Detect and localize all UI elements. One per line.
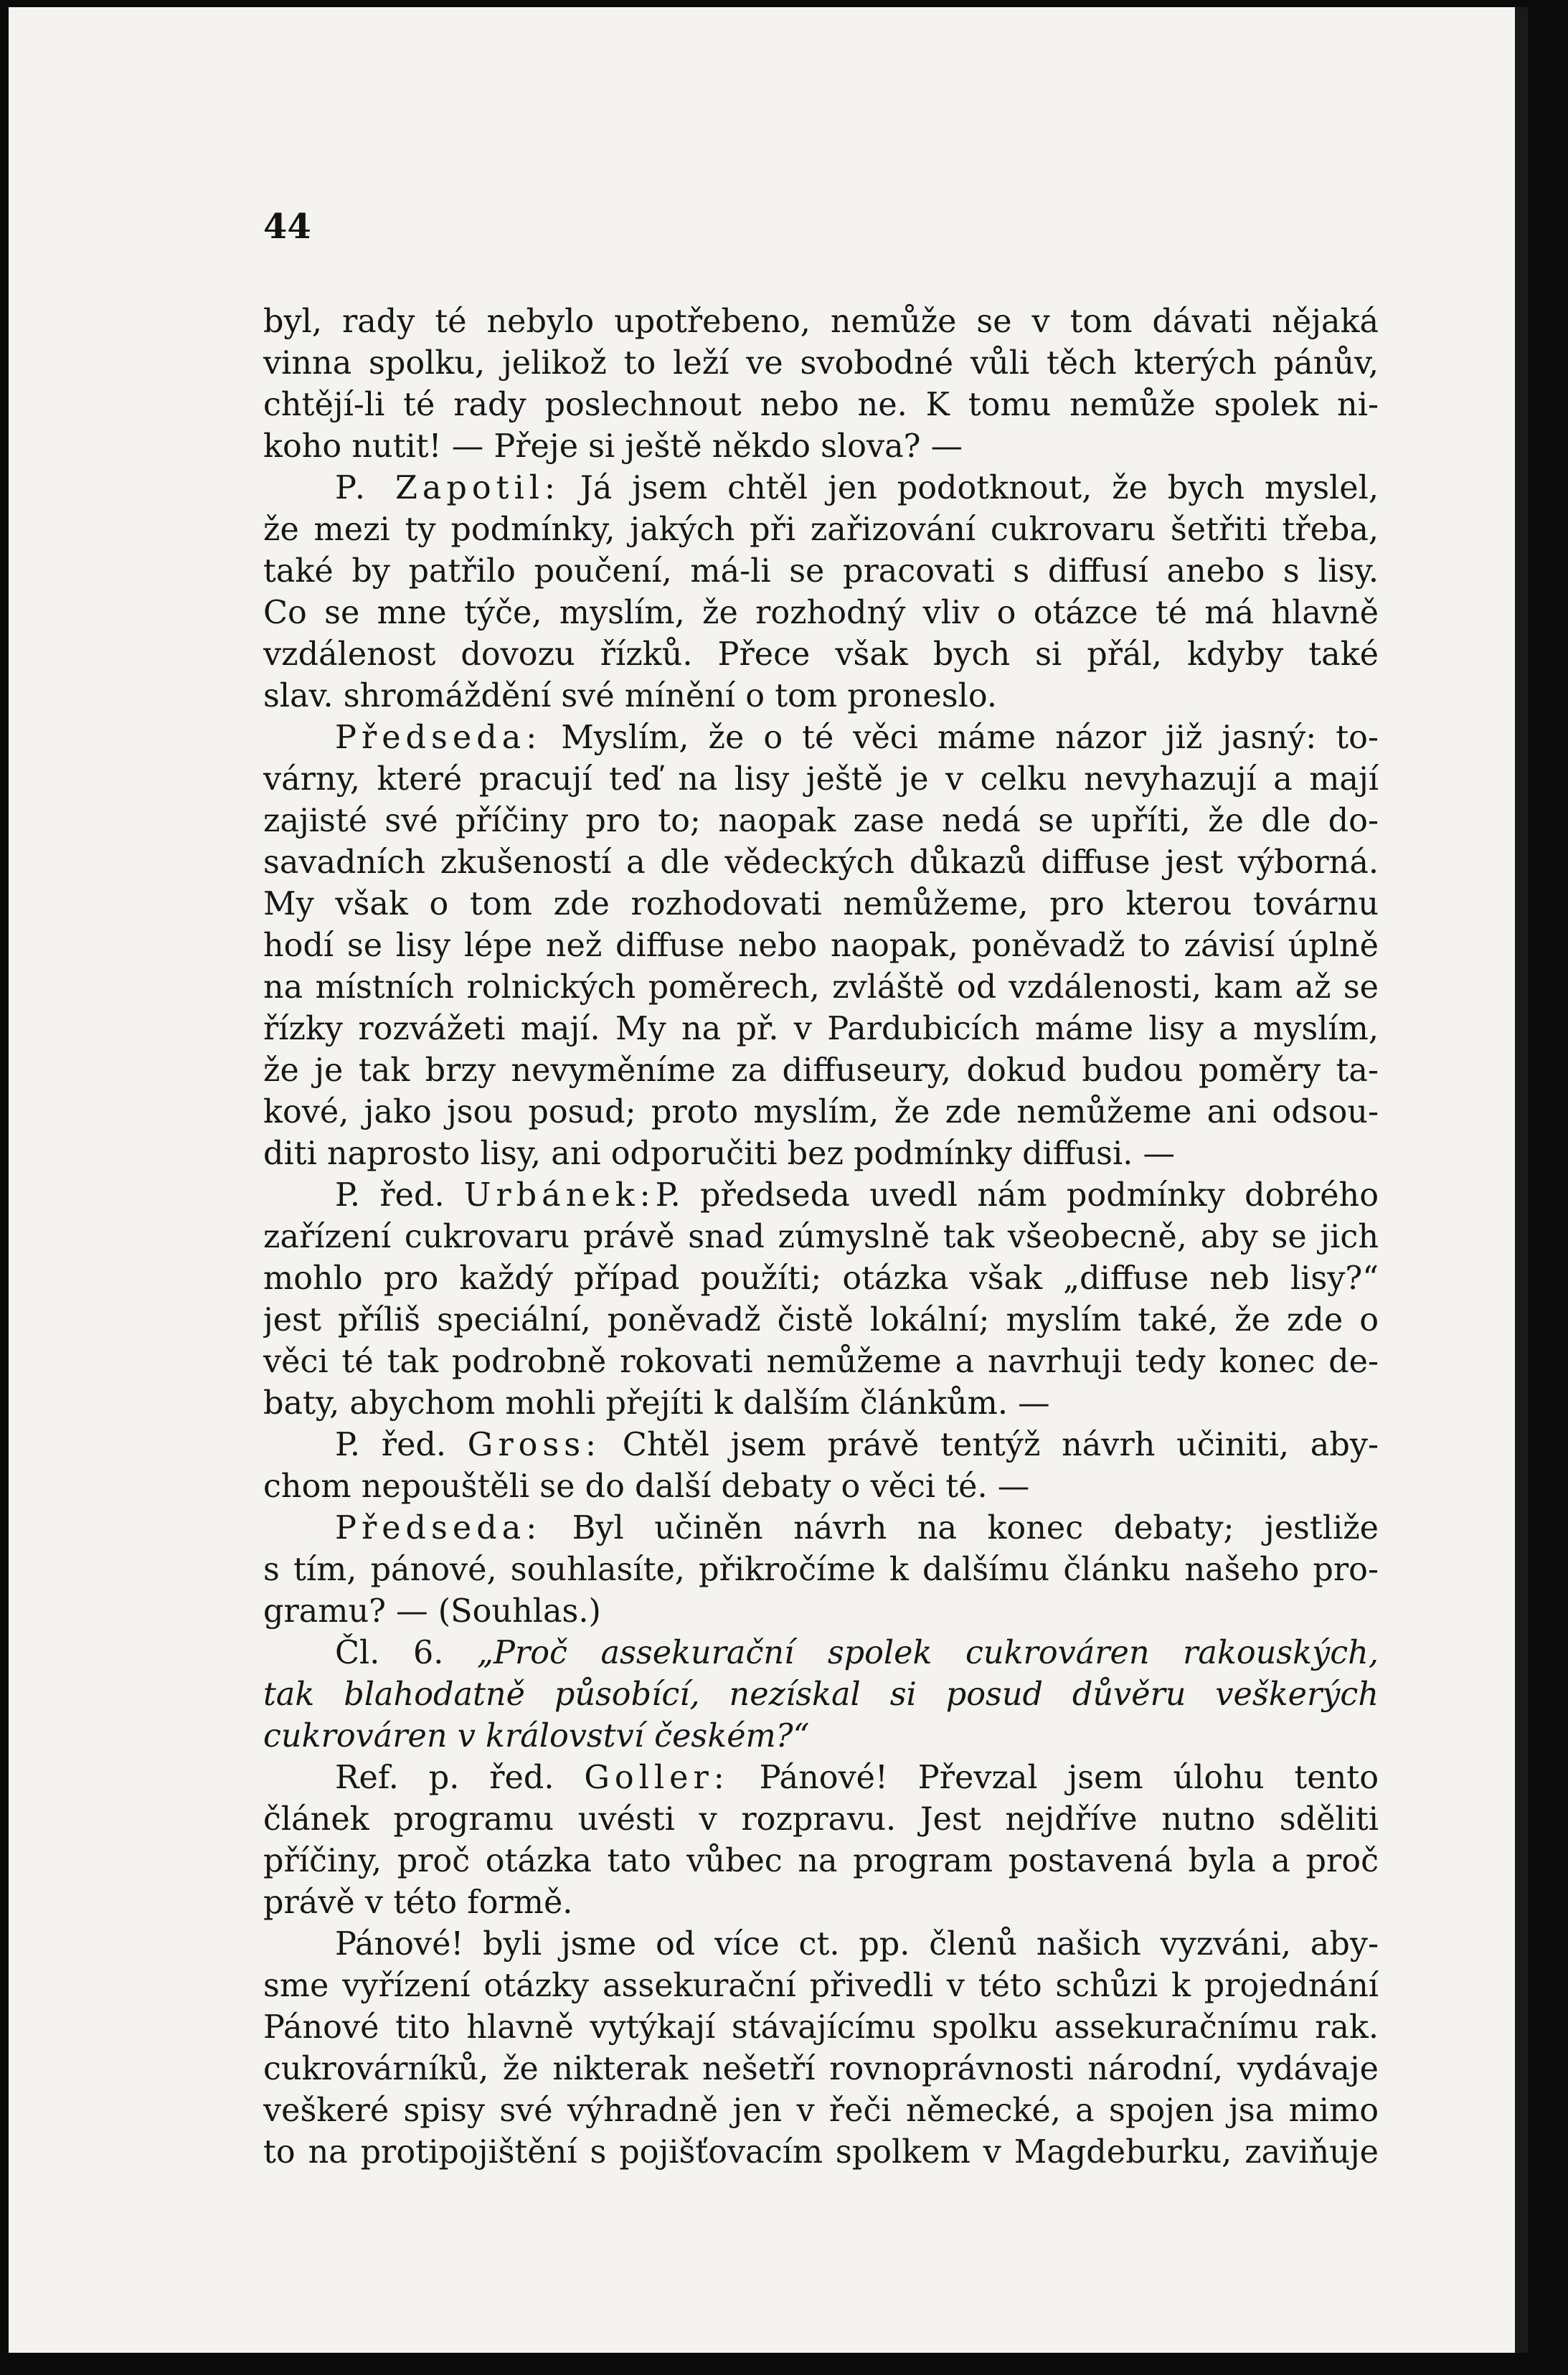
line-text: zajisté své příčiny pro to; naopak zase nedá se upříti, že dle do- — [263, 803, 1379, 839]
page-number: 44 — [263, 207, 311, 247]
text-line — [263, 551, 1379, 592]
text-line — [263, 1050, 1379, 1092]
text-line — [263, 1633, 1379, 1674]
line-text: Chtěl jsem právě tentýž návrh učiniti, aby- — [601, 1427, 1379, 1463]
line-text: že je tak brzy nevyměníme za diffuseury, dokud budou poměry ta- — [263, 1052, 1379, 1089]
line-text: P. řed. — [335, 1177, 464, 1214]
line-text: že mezi ty podmínky, jakých při zařizování cukrovaru šetřiti třeba, — [263, 511, 1379, 548]
text-line — [263, 1965, 1379, 2007]
line-text: Co se mne týče, myslím, že rozhodný vliv o otázce té má hlavně — [263, 595, 1379, 631]
line-text: Myslím, že o té věci máme názor již jasný: to- — [542, 719, 1379, 756]
line-text: Byl učiněn návrh na konec debaty; jestliže — [542, 1510, 1379, 1547]
text-line — [263, 1716, 1379, 1757]
line-text: Čl. 6. — [335, 1635, 477, 1671]
line-text: gramu? — (Souhlas.) — [263, 1593, 601, 1630]
line-text: Pánové! byli jsme od více ct. pp. členů našich vyzváni, aby- — [335, 1926, 1379, 1963]
speaker-name: Gross: — [467, 1427, 602, 1463]
line-text: Ref. p. řed. — [335, 1760, 585, 1796]
line-text: to na protipojištění s pojišťovacím spolkem v Magdeburku, zaviňuje — [263, 2134, 1379, 2171]
text-line — [263, 717, 1379, 759]
text-line — [263, 842, 1379, 884]
scan-edge — [1515, 7, 1528, 2353]
text-line — [263, 1425, 1379, 1466]
text-line — [263, 1591, 1379, 1633]
text-line — [263, 676, 1379, 717]
text-line — [263, 1383, 1379, 1425]
line-text: kové, jako jsou posud; proto myslím, že zde nemůžeme ani odsou- — [263, 1094, 1379, 1130]
text-line — [263, 384, 1379, 426]
line-text: slav. shromáždění své mínění o tom proneslo. — [263, 678, 997, 714]
book-page — [9, 7, 1528, 2353]
body-text — [263, 301, 1379, 2173]
text-line — [263, 1466, 1379, 1508]
text-line — [263, 301, 1379, 343]
line-text: příčiny, proč otázka tato vůbec na program postavená byla a proč — [263, 1843, 1379, 1879]
line-text: hodí se lisy lépe než diffuse nebo naopak, poněvadž to závisí úplně — [263, 927, 1379, 964]
text-line — [263, 1841, 1379, 1882]
speaker-name: Předseda: — [335, 1510, 542, 1547]
text-line — [263, 2132, 1379, 2173]
line-text: cukrovárníků, že nikterak nešetří rovnoprávnosti národní, vydávaje — [263, 2051, 1379, 2087]
text-line — [263, 1092, 1379, 1133]
text-line — [263, 1217, 1379, 1258]
line-text: Pánové tito hlavně vytýkají stávajícímu spolku assekuračnímu rak. — [263, 2009, 1379, 2046]
italic-text: „Proč assekurační spolek cukrováren rakouských, — [476, 1635, 1379, 1671]
speaker-name: Předseda: — [335, 719, 542, 756]
speaker-name: P. Zapotil: — [335, 470, 561, 506]
line-text: také by patřilo poučení, má-li se pracovati s diffusí anebo s lisy. — [263, 553, 1379, 590]
line-text: veškeré spisy své výhradně jen v řeči německé, a spojen jsa mimo — [263, 2092, 1379, 2129]
text-line — [263, 925, 1379, 967]
text-line — [263, 1799, 1379, 1841]
line-text: byl, rady té nebylo upotřebeno, nemůže se v tom dávati nějaká — [263, 303, 1379, 340]
text-line — [263, 1674, 1379, 1716]
line-text: P. řed. — [335, 1427, 468, 1463]
line-text: řízky rozvážeti mají. My na př. v Pardubicích máme lisy a myslím, — [263, 1011, 1379, 1047]
line-text: Pánové! Převzal jsem úlohu tento — [729, 1760, 1379, 1796]
line-text: koho nutit! — Přeje si ještě někdo slova? — — [263, 428, 963, 465]
text-line — [263, 343, 1379, 384]
text-line — [263, 1757, 1379, 1799]
text-line — [263, 1133, 1379, 1175]
text-line — [263, 1924, 1379, 1965]
speaker-name: Goller: — [584, 1760, 729, 1796]
line-text: várny, které pracují teď na lisy ještě je v celku nevyhazují a mají — [263, 761, 1379, 798]
text-line — [263, 592, 1379, 634]
text-line — [263, 1549, 1379, 1591]
line-text: sme vyřízení otázky assekurační přivedli v této schůzi k projednání — [263, 1968, 1379, 2004]
line-text: článek programu uvésti v rozpravu. Jest nejdříve nutno sděliti — [263, 1801, 1379, 1838]
text-line — [263, 967, 1379, 1009]
line-text: chtějí-li té rady poslechnout nebo ne. K tomu nemůže spolek ni- — [263, 387, 1379, 423]
text-line — [263, 634, 1379, 676]
italic-text: cukrováren v království českém?“ — [263, 1718, 810, 1755]
text-line — [263, 509, 1379, 551]
text-line — [263, 426, 1379, 468]
text-line — [263, 1300, 1379, 1341]
line-text: věci té tak podrobně rokovati nemůžeme a navrhuji tedy konec de- — [263, 1344, 1379, 1380]
line-text: vinna spolku, jelikož to leží ve svobodné vůli těch kterých pánův, — [263, 345, 1379, 382]
line-text: baty, abychom mohli přejíti k dalším článkům. — — [263, 1385, 1050, 1422]
text-line — [263, 2007, 1379, 2049]
text-line — [263, 1258, 1379, 1300]
line-text: právě v této formě. — [263, 1884, 573, 1921]
line-text: zařízení cukrovaru právě snad zúmyslně tak všeobecně, aby se jich — [263, 1219, 1379, 1255]
text-line — [263, 1175, 1379, 1217]
text-line — [263, 1009, 1379, 1050]
line-text: chom nepouštěli se do další debaty o věci té. — — [263, 1468, 1030, 1505]
text-line — [263, 2090, 1379, 2132]
text-line — [263, 801, 1379, 842]
line-text: savadních zkušeností a dle vědeckých důkazů diffuse jest výborná. — [263, 844, 1379, 881]
line-text: My však o tom zde rozhodovati nemůžeme, pro kterou továrnu — [263, 886, 1379, 922]
text-line — [263, 884, 1379, 925]
italic-text: tak blahodatně působící, nezískal si posud důvěru veškerých — [263, 1676, 1379, 1713]
speaker-name: Urbánek: — [463, 1177, 656, 1214]
line-text: na místních rolnických poměrech, zvláště od vzdálenosti, kam až se — [263, 969, 1379, 1006]
text-line — [263, 759, 1379, 801]
line-text: vzdálenost dovozu řízků. Přece však bych si přál, kdyby také — [263, 636, 1379, 673]
text-line — [263, 1341, 1379, 1383]
line-text: jest příliš speciální, poněvadž čistě lokální; myslím také, že zde o — [263, 1302, 1379, 1338]
line-text: Já jsem chtěl jen podotknout, že bych myslel, — [560, 470, 1379, 506]
line-text: s tím, pánové, souhlasíte, přikročíme k dalšímu článku našeho pro- — [263, 1552, 1379, 1588]
line-text: P. předseda uvedl nám podmínky dobrého — [655, 1177, 1379, 1214]
text-line — [263, 1882, 1379, 1924]
text-line — [263, 468, 1379, 509]
line-text: mohlo pro každý případ použíti; otázka však „diffuse neb lisy?“ — [263, 1260, 1379, 1297]
line-text: diti naprosto lisy, ani odporučiti bez podmínky diffusi. — — [263, 1135, 1176, 1172]
text-line — [263, 2049, 1379, 2090]
text-line — [263, 1508, 1379, 1549]
